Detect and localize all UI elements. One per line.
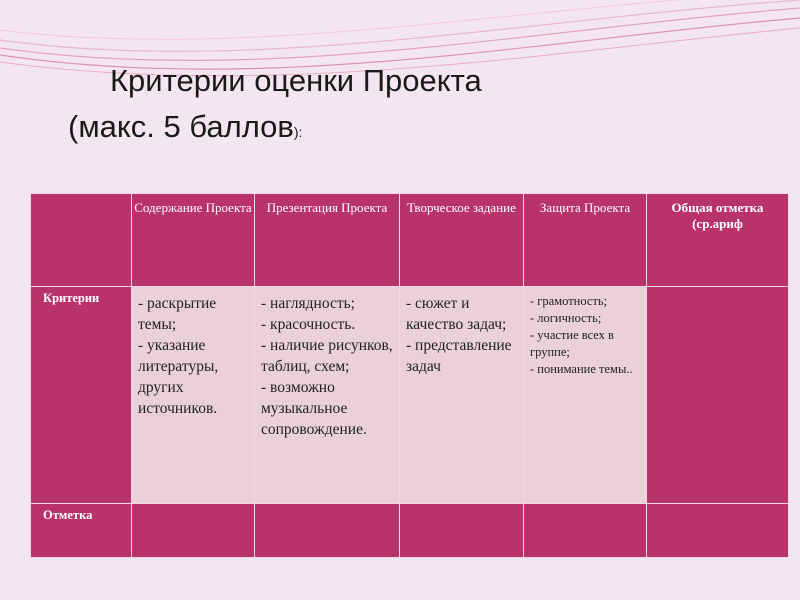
header-presentation: Презентация Проекта [255, 194, 400, 287]
mark-total-cell [647, 504, 789, 558]
title-line-2: (макс. 5 баллов): [68, 109, 303, 144]
mark-defense-cell [524, 504, 647, 558]
header-creative-task: Творческое задание [400, 194, 524, 287]
criteria-table [30, 193, 789, 558]
header-total-mark: Общая отметка (ср.ариф [647, 194, 789, 287]
mark-presentation-cell [255, 504, 400, 558]
title-line-1: Критерии оценки Проекта [110, 63, 482, 98]
mark-row [31, 504, 789, 558]
criteria-presentation-cell: - наглядность; - красочность. - наличие рисунков, таблиц, схем; - возможно музыкальное сопровождение. [255, 287, 400, 504]
criteria-row [31, 287, 789, 504]
row-label-criteria: Критерии [31, 287, 132, 504]
criteria-content-cell: - раскрытие темы; - указание литературы, других источников. [132, 287, 255, 504]
header-content: Содержание Проекта [132, 194, 255, 287]
criteria-creative-cell: - сюжет и качество задач; - представление задач [400, 287, 524, 504]
page-title [68, 58, 668, 155]
header-defense: Защита Проекта [524, 194, 647, 287]
mark-content-cell [132, 504, 255, 558]
mark-creative-cell [400, 504, 524, 558]
header-row [31, 194, 789, 287]
criteria-defense-cell: - грамотность; - логичность; - участие всех в группе; - понимание темы.. [524, 287, 647, 504]
criteria-total-cell [647, 287, 789, 504]
header-corner [31, 194, 132, 287]
row-label-mark: Отметка [31, 504, 132, 558]
